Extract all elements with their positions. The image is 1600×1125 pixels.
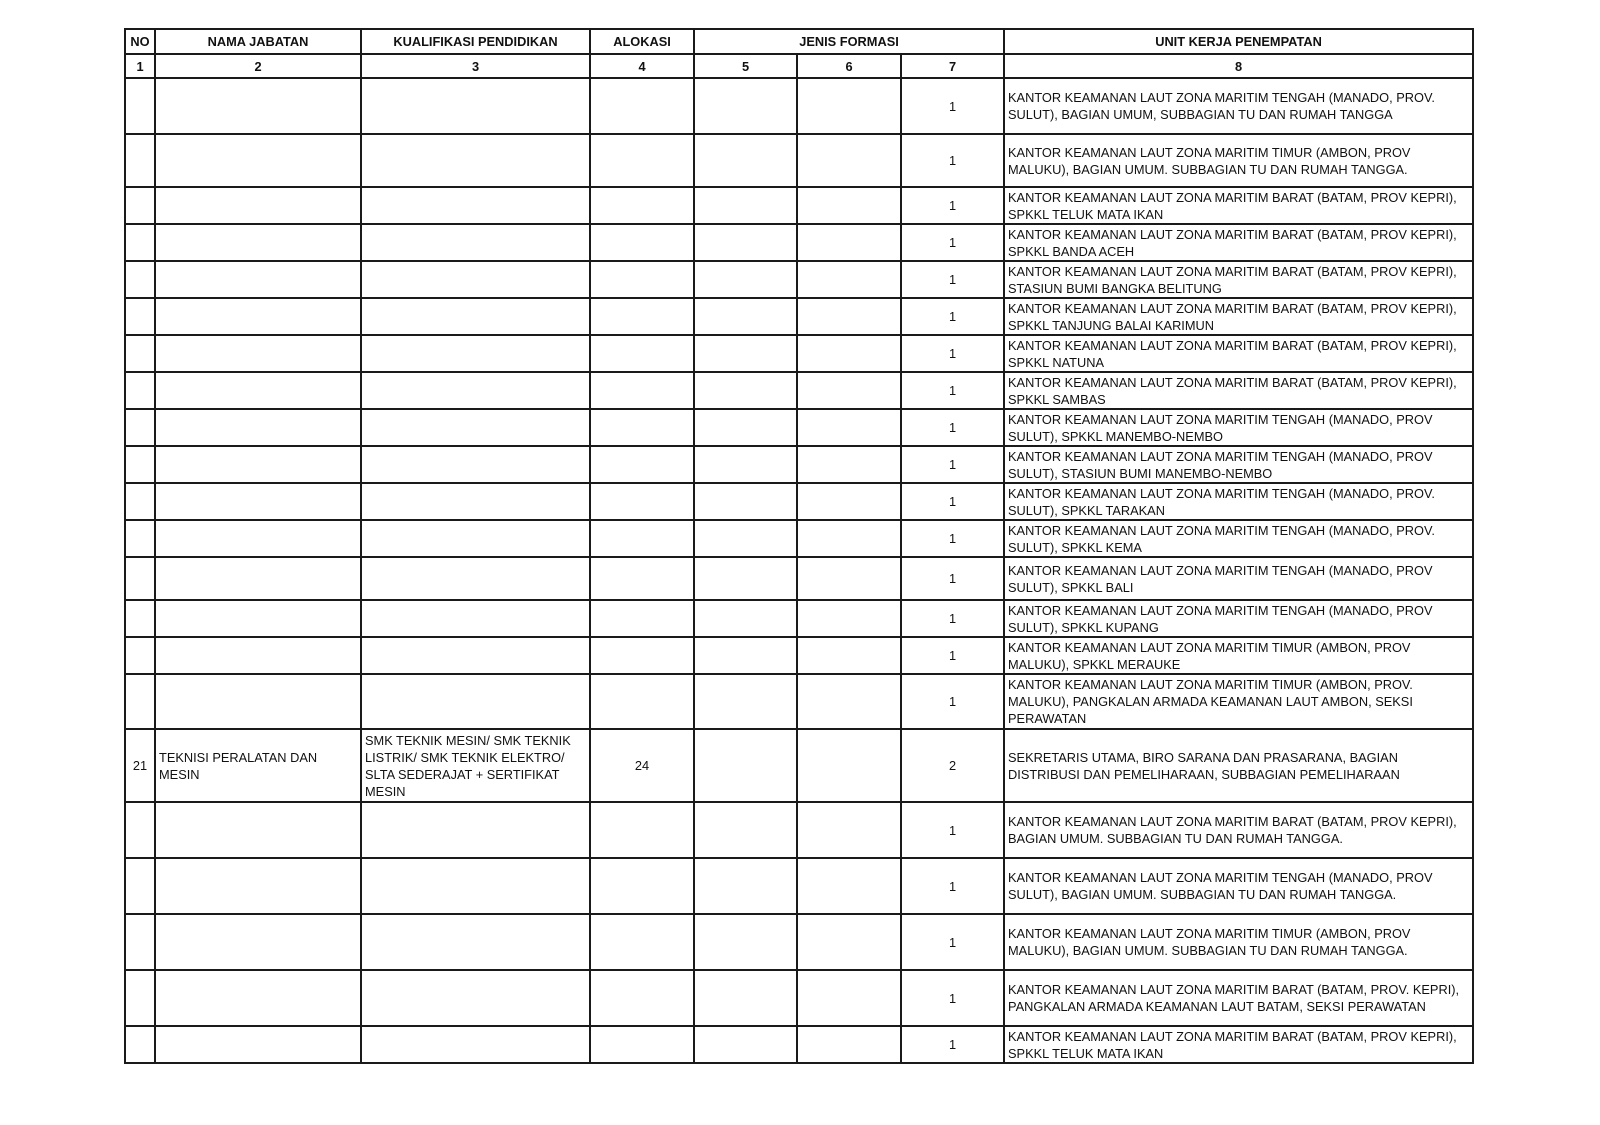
cell-alokasi [590,802,694,858]
table-row [125,858,1473,914]
table-row [125,1026,1473,1063]
cell-formasi-6 [797,224,901,261]
cell-unit-kerja: KANTOR KEAMANAN LAUT ZONA MARITIM BARAT (BATAM, PROV KEPRI), SPKKL NATUNA [1004,335,1473,372]
cell-nama-jabatan [155,858,361,914]
cell-formasi-5 [694,261,797,298]
cell-formasi-6 [797,729,901,802]
cell-formasi-5 [694,1026,797,1063]
header-unit-kerja: UNIT KERJA PENEMPATAN [1004,29,1473,54]
column-number: 8 [1004,54,1473,78]
cell-unit-kerja: KANTOR KEAMANAN LAUT ZONA MARITIM TIMUR (AMBON, PROV MALUKU), BAGIAN UMUM. SUBBAGIAN TU DAN RUMAH TANGGA. [1004,134,1473,187]
cell-no [125,600,155,637]
cell-no [125,520,155,557]
cell-formasi-6 [797,409,901,446]
cell-kualifikasi [361,1026,590,1063]
cell-unit-kerja: KANTOR KEAMANAN LAUT ZONA MARITIM TENGAH (MANADO, PROV SULUT), SPKKL MANEMBO-NEMBO [1004,409,1473,446]
cell-formasi-5 [694,78,797,134]
cell-nama-jabatan [155,446,361,483]
cell-alokasi [590,914,694,970]
cell-formasi-6 [797,914,901,970]
cell-kualifikasi [361,557,590,600]
column-number: 3 [361,54,590,78]
column-number: 7 [901,54,1004,78]
cell-nama-jabatan [155,187,361,224]
cell-no [125,674,155,729]
cell-nama-jabatan [155,78,361,134]
cell-unit-kerja: KANTOR KEAMANAN LAUT ZONA MARITIM TENGAH (MANADO, PROV SULUT), SPKKL KUPANG [1004,600,1473,637]
table-row [125,970,1473,1026]
cell-kualifikasi [361,914,590,970]
cell-kualifikasi [361,446,590,483]
cell-alokasi [590,600,694,637]
cell-nama-jabatan [155,134,361,187]
cell-formasi-5 [694,224,797,261]
cell-formasi-6 [797,298,901,335]
column-number: 2 [155,54,361,78]
cell-kualifikasi [361,483,590,520]
cell-alokasi [590,261,694,298]
cell-formasi-7: 1 [901,483,1004,520]
column-number: 4 [590,54,694,78]
column-number-row [125,54,1473,78]
cell-alokasi [590,187,694,224]
header-alokasi: ALOKASI [590,29,694,54]
cell-kualifikasi [361,224,590,261]
cell-no [125,224,155,261]
cell-formasi-6 [797,557,901,600]
table-row [125,298,1473,335]
cell-alokasi [590,637,694,674]
cell-alokasi [590,224,694,261]
cell-alokasi [590,446,694,483]
cell-alokasi [590,409,694,446]
cell-unit-kerja: KANTOR KEAMANAN LAUT ZONA MARITIM TENGAH (MANADO, PROV SULUT), BAGIAN UMUM. SUBBAGIAN TU DAN RUMAH TANGGA. [1004,858,1473,914]
cell-alokasi [590,335,694,372]
cell-kualifikasi [361,298,590,335]
cell-kualifikasi [361,637,590,674]
cell-formasi-6 [797,858,901,914]
cell-formasi-5 [694,600,797,637]
cell-formasi-7: 1 [901,261,1004,298]
cell-unit-kerja: KANTOR KEAMANAN LAUT ZONA MARITIM BARAT (BATAM, PROV KEPRI), SPKKL TELUK MATA IKAN [1004,1026,1473,1063]
cell-formasi-7: 1 [901,557,1004,600]
cell-kualifikasi [361,134,590,187]
cell-alokasi [590,970,694,1026]
cell-kualifikasi [361,187,590,224]
column-number: 5 [694,54,797,78]
header-jenis-formasi: JENIS FORMASI [694,29,1004,54]
cell-formasi-5 [694,970,797,1026]
cell-kualifikasi [361,261,590,298]
cell-formasi-6 [797,802,901,858]
cell-nama-jabatan [155,409,361,446]
cell-unit-kerja: KANTOR KEAMANAN LAUT ZONA MARITIM BARAT (BATAM, PROV KEPRI), BAGIAN UMUM. SUBBAGIAN TU DAN RUMAH TANGGA. [1004,802,1473,858]
cell-alokasi [590,78,694,134]
header-kualifikasi: KUALIFIKASI PENDIDIKAN [361,29,590,54]
cell-formasi-5 [694,520,797,557]
cell-formasi-5 [694,674,797,729]
cell-unit-kerja: KANTOR KEAMANAN LAUT ZONA MARITIM TENGAH (MANADO, PROV. SULUT), BAGIAN UMUM, SUBBAGIAN TU DAN RUMAH TANGGA [1004,78,1473,134]
cell-formasi-7: 1 [901,600,1004,637]
cell-formasi-7: 1 [901,187,1004,224]
cell-formasi-7: 1 [901,298,1004,335]
cell-formasi-6 [797,78,901,134]
cell-formasi-6 [797,1026,901,1063]
cell-no [125,261,155,298]
cell-kualifikasi [361,802,590,858]
cell-formasi-5 [694,372,797,409]
cell-unit-kerja: KANTOR KEAMANAN LAUT ZONA MARITIM BARAT (BATAM, PROV KEPRI), SPKKL BANDA ACEH [1004,224,1473,261]
cell-no [125,970,155,1026]
cell-no [125,335,155,372]
cell-kualifikasi [361,78,590,134]
cell-formasi-7: 1 [901,372,1004,409]
cell-nama-jabatan [155,600,361,637]
cell-formasi-6 [797,261,901,298]
cell-formasi-6 [797,600,901,637]
table-row [125,557,1473,600]
cell-formasi-7: 1 [901,914,1004,970]
cell-formasi-7: 2 [901,729,1004,802]
cell-formasi-5 [694,914,797,970]
cell-nama-jabatan [155,224,361,261]
cell-kualifikasi [361,674,590,729]
cell-nama-jabatan [155,557,361,600]
cell-unit-kerja: KANTOR KEAMANAN LAUT ZONA MARITIM TENGAH (MANADO, PROV SULUT), STASIUN BUMI MANEMBO-NEMBO [1004,446,1473,483]
cell-formasi-5 [694,446,797,483]
cell-formasi-6 [797,134,901,187]
cell-alokasi [590,557,694,600]
cell-no [125,298,155,335]
table-row [125,483,1473,520]
cell-kualifikasi [361,335,590,372]
cell-nama-jabatan [155,520,361,557]
table-row [125,409,1473,446]
cell-formasi-7: 1 [901,637,1004,674]
cell-formasi-5 [694,729,797,802]
cell-nama-jabatan [155,637,361,674]
cell-no [125,802,155,858]
table-row [125,729,1473,802]
cell-unit-kerja: KANTOR KEAMANAN LAUT ZONA MARITIM BARAT (BATAM, PROV. KEPRI), PANGKALAN ARMADA KEAMANAN LAUT BATAM, SEKSI PERAWATAN [1004,970,1473,1026]
table-row [125,335,1473,372]
cell-alokasi [590,858,694,914]
cell-unit-kerja: KANTOR KEAMANAN LAUT ZONA MARITIM BARAT (BATAM, PROV KEPRI), SPKKL TELUK MATA IKAN [1004,187,1473,224]
cell-nama-jabatan [155,914,361,970]
cell-nama-jabatan [155,970,361,1026]
table-row [125,78,1473,134]
header-nama-jabatan: NAMA JABATAN [155,29,361,54]
cell-formasi-5 [694,298,797,335]
cell-formasi-7: 1 [901,224,1004,261]
cell-unit-kerja: KANTOR KEAMANAN LAUT ZONA MARITIM TENGAH (MANADO, PROV SULUT), SPKKL BALI [1004,557,1473,600]
cell-no [125,446,155,483]
header-no: NO [125,29,155,54]
cell-formasi-5 [694,134,797,187]
cell-nama-jabatan [155,1026,361,1063]
table-row [125,914,1473,970]
table-row [125,224,1473,261]
cell-formasi-7: 1 [901,970,1004,1026]
cell-nama-jabatan [155,483,361,520]
table-row [125,802,1473,858]
cell-alokasi [590,134,694,187]
cell-formasi-7: 1 [901,335,1004,372]
cell-formasi-7: 1 [901,409,1004,446]
table-row [125,446,1473,483]
cell-formasi-6 [797,970,901,1026]
cell-no [125,187,155,224]
cell-no: 21 [125,729,155,802]
cell-formasi-6 [797,637,901,674]
cell-kualifikasi [361,970,590,1026]
cell-no [125,557,155,600]
table-row [125,134,1473,187]
cell-formasi-5 [694,335,797,372]
cell-kualifikasi [361,372,590,409]
cell-alokasi [590,298,694,335]
cell-no [125,914,155,970]
cell-formasi-5 [694,557,797,600]
table-row [125,261,1473,298]
cell-nama-jabatan [155,674,361,729]
cell-kualifikasi [361,409,590,446]
cell-alokasi [590,520,694,557]
cell-formasi-5 [694,187,797,224]
column-number: 1 [125,54,155,78]
cell-formasi-7: 1 [901,78,1004,134]
document-sheet [124,28,1472,1064]
cell-formasi-6 [797,372,901,409]
cell-unit-kerja: KANTOR KEAMANAN LAUT ZONA MARITIM TIMUR (AMBON, PROV MALUKU), BAGIAN UMUM. SUBBAGIAN TU DAN RUMAH TANGGA. [1004,914,1473,970]
cell-no [125,637,155,674]
cell-unit-kerja: KANTOR KEAMANAN LAUT ZONA MARITIM BARAT (BATAM, PROV KEPRI), STASIUN BUMI BANGKA BELITUNG [1004,261,1473,298]
cell-formasi-6 [797,520,901,557]
column-number: 6 [797,54,901,78]
cell-no [125,1026,155,1063]
cell-no [125,483,155,520]
cell-formasi-7: 1 [901,858,1004,914]
cell-unit-kerja: KANTOR KEAMANAN LAUT ZONA MARITIM TIMUR (AMBON, PROV. MALUKU), PANGKALAN ARMADA KEAMANAN LAUT AMBON, SEKSI PERAWATAN [1004,674,1473,729]
cell-formasi-5 [694,637,797,674]
cell-kualifikasi [361,520,590,557]
table-row [125,637,1473,674]
cell-formasi-7: 1 [901,134,1004,187]
cell-alokasi [590,372,694,409]
cell-unit-kerja: SEKRETARIS UTAMA, BIRO SARANA DAN PRASARANA, BAGIAN DISTRIBUSI DAN PEMELIHARAAN, SUBBAGIAN PEMELIHARAAN [1004,729,1473,802]
cell-formasi-5 [694,409,797,446]
cell-formasi-7: 1 [901,674,1004,729]
cell-formasi-6 [797,335,901,372]
cell-nama-jabatan [155,298,361,335]
cell-formasi-7: 1 [901,446,1004,483]
cell-alokasi [590,483,694,520]
cell-no [125,409,155,446]
cell-formasi-6 [797,187,901,224]
cell-formasi-5 [694,483,797,520]
cell-formasi-6 [797,483,901,520]
cell-nama-jabatan [155,372,361,409]
cell-kualifikasi: SMK TEKNIK MESIN/ SMK TEKNIK LISTRIK/ SMK TEKNIK ELEKTRO/ SLTA SEDERAJAT + SERTIFIKAT MESIN [361,729,590,802]
cell-unit-kerja: KANTOR KEAMANAN LAUT ZONA MARITIM TENGAH (MANADO, PROV. SULUT), SPKKL KEMA [1004,520,1473,557]
scan-artifact [14,550,124,564]
cell-unit-kerja: KANTOR KEAMANAN LAUT ZONA MARITIM TIMUR (AMBON, PROV MALUKU), SPKKL MERAUKE [1004,637,1473,674]
cell-nama-jabatan [155,335,361,372]
cell-alokasi [590,1026,694,1063]
cell-formasi-5 [694,802,797,858]
cell-alokasi [590,674,694,729]
cell-no [125,78,155,134]
cell-nama-jabatan [155,261,361,298]
cell-formasi-7: 1 [901,1026,1004,1063]
header-row [125,29,1473,54]
cell-formasi-7: 1 [901,802,1004,858]
cell-alokasi: 24 [590,729,694,802]
table-row [125,187,1473,224]
cell-formasi-5 [694,858,797,914]
table-row [125,372,1473,409]
cell-formasi-7: 1 [901,520,1004,557]
cell-no [125,372,155,409]
cell-no [125,134,155,187]
cell-kualifikasi [361,858,590,914]
cell-no [125,858,155,914]
formation-table [124,28,1474,1064]
cell-unit-kerja: KANTOR KEAMANAN LAUT ZONA MARITIM BARAT (BATAM, PROV KEPRI), SPKKL SAMBAS [1004,372,1473,409]
table-row [125,520,1473,557]
cell-kualifikasi [361,600,590,637]
cell-nama-jabatan [155,802,361,858]
cell-nama-jabatan: TEKNISI PERALATAN DAN MESIN [155,729,361,802]
cell-formasi-6 [797,674,901,729]
cell-unit-kerja: KANTOR KEAMANAN LAUT ZONA MARITIM BARAT (BATAM, PROV KEPRI), SPKKL TANJUNG BALAI KARIMUN [1004,298,1473,335]
cell-unit-kerja: KANTOR KEAMANAN LAUT ZONA MARITIM TENGAH (MANADO, PROV. SULUT), SPKKL TARAKAN [1004,483,1473,520]
cell-formasi-6 [797,446,901,483]
table-row [125,600,1473,637]
table-row [125,674,1473,729]
